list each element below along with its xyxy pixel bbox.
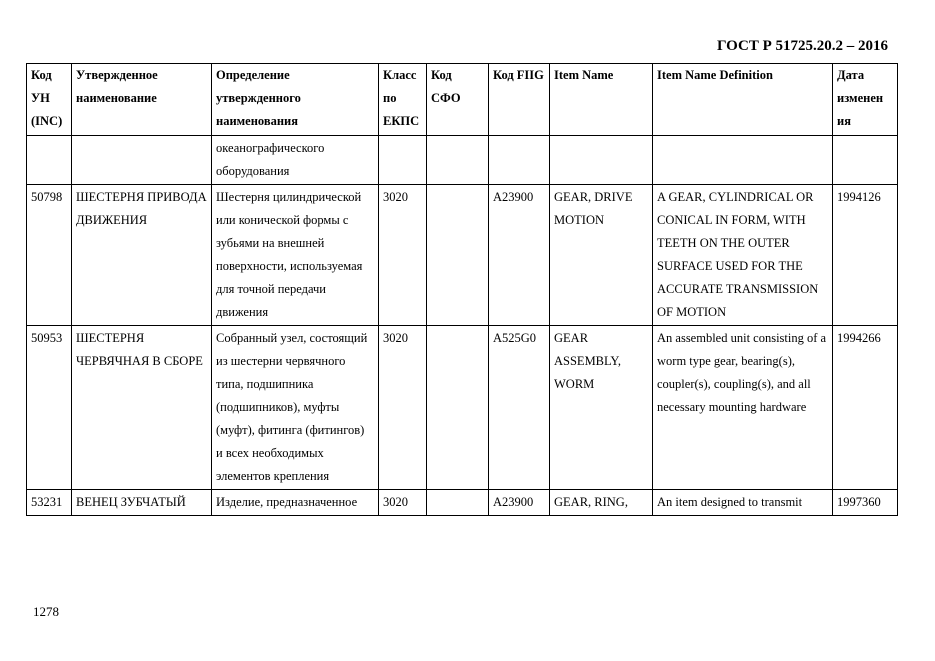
cell-item-name: GEAR ASSEMBLY, WORM — [550, 326, 653, 490]
cell-item-definition — [653, 136, 833, 185]
cell-date: 1997360 — [833, 490, 898, 516]
cell-date — [833, 136, 898, 185]
header-fiig: Код FIIG — [489, 64, 550, 136]
cell-name-ru: ВЕНЕЦ ЗУБЧАТЫЙ — [72, 490, 212, 516]
cell-inc — [27, 136, 72, 185]
document-standard-header: ГОСТ Р 51725.20.2 – 2016 — [716, 38, 888, 54]
cell-item-definition: An item designed to transmit — [653, 490, 833, 516]
item-name-table — [26, 63, 898, 516]
page-number: 1278 — [33, 604, 59, 619]
header-sfo: Код СФО — [427, 64, 489, 136]
table-row — [27, 490, 898, 516]
cell-fiig — [489, 136, 550, 185]
cell-inc: 50953 — [27, 326, 72, 490]
cell-date: 1994266 — [833, 326, 898, 490]
header-definition-ru: Определение утвержденного наименования — [212, 64, 379, 136]
header-inc: Код УН (INC) — [27, 64, 72, 136]
cell-definition-ru: Собранный узел, состоящий из шестерни червячного типа, подшипника (подшипников), муфты (муфт), фитинга (фитингов) и всех необходимых элементов крепления — [212, 326, 379, 490]
cell-item-name: GEAR, RING, — [550, 490, 653, 516]
header-item-definition: Item Name Definition — [653, 64, 833, 136]
cell-definition-ru: Шестерня цилиндрической или конической формы с зубьями на внешней поверхности, используемая для точной передачи движения — [212, 185, 379, 326]
table-row — [27, 185, 898, 326]
header-name-ru: Утвержденное наименование — [72, 64, 212, 136]
cell-sfo — [427, 490, 489, 516]
cell-sfo — [427, 326, 489, 490]
cell-name-ru: ШЕСТЕРНЯ ПРИВОДА ДВИЖЕНИЯ — [72, 185, 212, 326]
cell-item-name — [550, 136, 653, 185]
cell-item-definition: An assembled unit consisting of a worm type gear, bearing(s), coupler(s), coupling(s), and all necessary mounting hardware — [653, 326, 833, 490]
table-row — [27, 326, 898, 490]
cell-item-definition: A GEAR, CYLINDRICAL OR CONICAL IN FORM, WITH TEETH ON THE OUTER SURFACE USED FOR THE ACCURATE TRANSMISSION OF MOTION — [653, 185, 833, 326]
cell-inc: 53231 — [27, 490, 72, 516]
cell-date: 1994126 — [833, 185, 898, 326]
cell-fiig: A525G0 — [489, 326, 550, 490]
cell-inc: 50798 — [27, 185, 72, 326]
cell-definition-ru: океанографического оборудования — [212, 136, 379, 185]
cell-class — [379, 136, 427, 185]
table-header-row — [27, 64, 898, 136]
cell-class: 3020 — [379, 326, 427, 490]
table-row — [27, 136, 898, 185]
cell-sfo — [427, 185, 489, 326]
cell-fiig: A23900 — [489, 185, 550, 326]
cell-definition-ru: Изделие, предназначенное — [212, 490, 379, 516]
cell-fiig: A23900 — [489, 490, 550, 516]
cell-name-ru — [72, 136, 212, 185]
cell-item-name: GEAR, DRIVE MOTION — [550, 185, 653, 326]
cell-sfo — [427, 136, 489, 185]
cell-class: 3020 — [379, 490, 427, 516]
header-date: Дата изменен ия — [833, 64, 898, 136]
header-class: Класс по ЕКПС — [379, 64, 427, 136]
header-item-name: Item Name — [550, 64, 653, 136]
cell-class: 3020 — [379, 185, 427, 326]
cell-name-ru: ШЕСТЕРНЯ ЧЕРВЯЧНАЯ В СБОРЕ — [72, 326, 212, 490]
